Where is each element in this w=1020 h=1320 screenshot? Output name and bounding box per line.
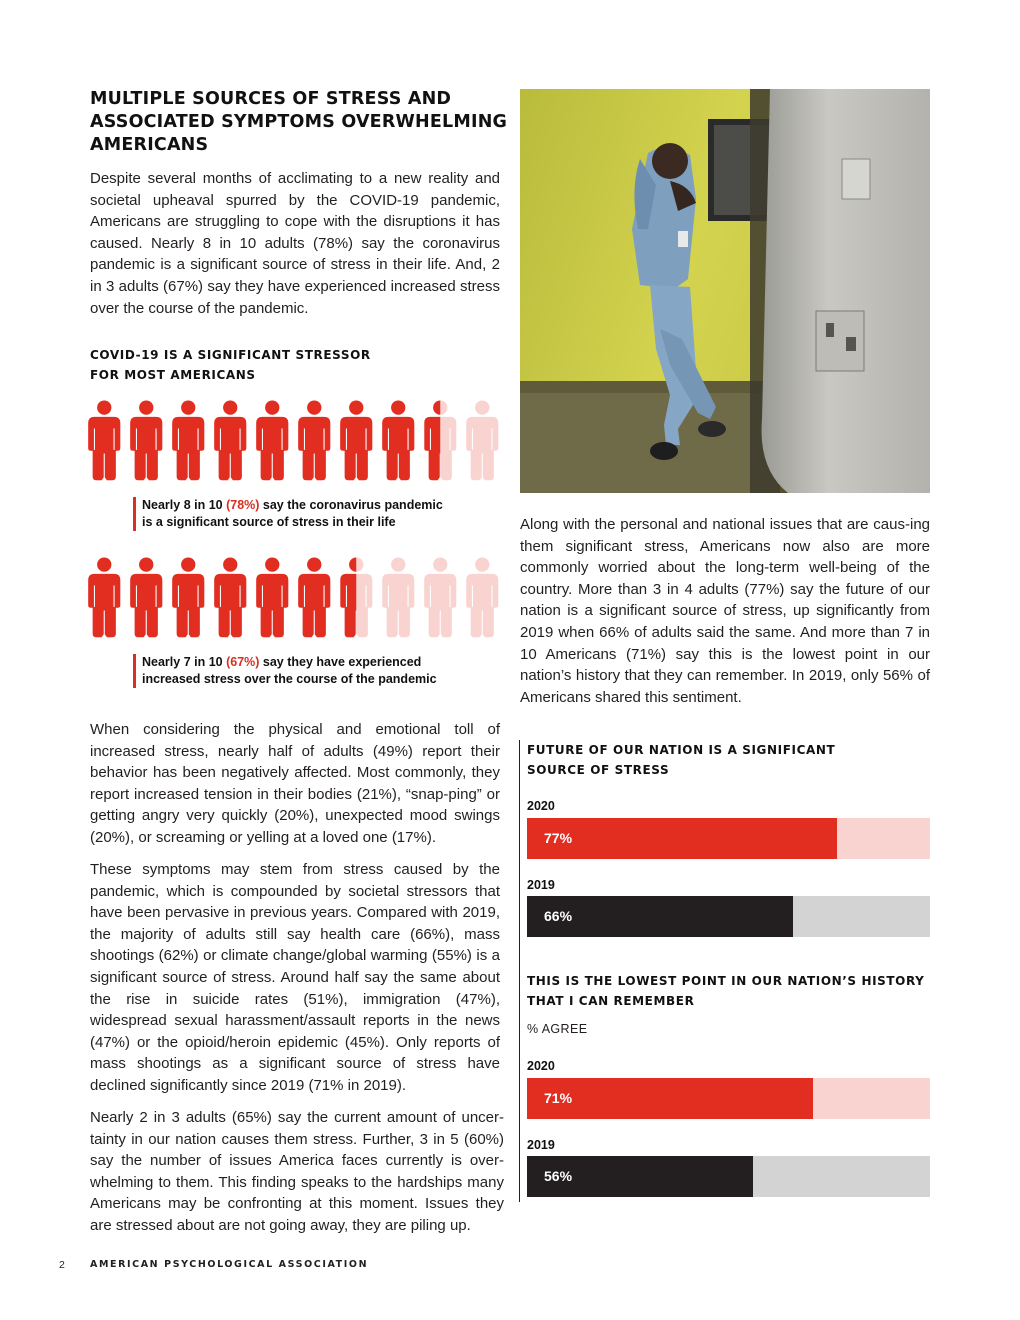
person-icon (340, 400, 373, 482)
person-icon (298, 400, 331, 482)
future-2020-year-label: 2020 (527, 799, 555, 813)
lowest-point-chart-title (527, 971, 927, 1011)
healthcare-worker-photo (520, 89, 930, 493)
future-2020-value-label: 77% (544, 830, 573, 846)
lowest-point-chart-title-line1: THIS IS THE LOWEST POINT IN OUR NATION’S HISTORY (527, 974, 925, 988)
covid-figure-title-line1: COVID-19 IS A SIGNIFICANT STRESSOR (90, 348, 371, 362)
future-2019-value-label: 66% (544, 908, 573, 924)
future-chart-title-line2: SOURCE OF STRESS (527, 763, 670, 777)
person-icon (172, 557, 205, 639)
callout-67-pre: Nearly 7 in 10 (142, 655, 227, 669)
lowest-point-chart-title-line2: THAT I CAN REMEMBER (527, 994, 695, 1008)
person-icon (466, 557, 499, 639)
nation-paragraph: Along with the personal and national issues that are caus-ing them significant stress, Americans now also are more commonly worried about the long-term well-being of the country. More than 3 in 4 adults (77%) say the future of our nation is a significant source of stress, up significantly from 2019 when 66% of adults said the same. And more than 7 in 10 Americans (71%) say this is the lowest point in our nation’s history that they can remember. In 2019, only 56% of Americans shared this sentiment. (520, 516, 930, 706)
symptoms-paragraph: These symptoms may stem from stress caused by the pandemic, which is compounded by societal stressors that have been pervasive in previous years. Compared with 2019, the majority of adults still say health care (66%), mass shootings (62%) or climate change/global warming (55%) is a significant source of stress. Around half say the same about the rise in suicide rates (51%), immigration (47%), widespread sexual harassment/assault reports in the news (47%) or the opioid/heroin epidemic (45%). Only reports of mass shootings as a significant source of stress have declined significantly since 2019 (71% in 2019). (90, 861, 500, 1094)
person-icon (172, 400, 205, 482)
callout-67-line2: increased stress over the course of the pandemic (142, 672, 437, 686)
future-2020-bar (527, 818, 837, 859)
person-icon (298, 557, 331, 639)
lowest-2020-bar-track (527, 1078, 930, 1119)
toll-paragraph: When considering the physical and emotional toll of increased stress, nearly half of adults (49%) report their behavior has been negatively affected. Most commonly, they report increased tension in their bodies (21%), “snap-ping” or getting angry very quickly (20%), unexpected mood swings (20%), or screaming or yelling at a loved one (17%). (90, 721, 500, 846)
lowest-2019-year-label: 2019 (527, 1138, 555, 1152)
lowest-2019-bar-track (527, 1156, 930, 1197)
person-icon (130, 557, 163, 639)
lowest-2020-year-label: 2020 (527, 1059, 555, 1073)
person-icon (424, 557, 457, 639)
intro-paragraph: Despite several months of acclimating to a new reality and societal upheaval spurred by the COVID-19 pandemic, Americans are struggling to cope with the disruptions it has caused. Nearly 8 in 10 adults (78%) say the coronavirus pandemic is a significant source of stress in their life. And, 2 in 3 adults (67%) say they have experienced increased stress over the course of the pandemic. (90, 170, 500, 317)
person-icon (214, 400, 247, 482)
person-icon (382, 557, 415, 639)
person-icon (88, 557, 121, 639)
person-icon (130, 400, 163, 482)
covid-figure-title-line2: FOR MOST AMERICANS (90, 368, 256, 382)
person-icon (88, 400, 121, 482)
future-2019-year-label: 2019 (527, 878, 555, 892)
person-icon (256, 400, 289, 482)
future-2020-bar-track (527, 818, 930, 859)
person-icon (256, 557, 289, 639)
lowest-2019-value-label: 56% (544, 1168, 573, 1184)
footer-organization: AMERICAN PSYCHOLOGICAL ASSOCIATION (90, 1259, 369, 1270)
person-icon (340, 557, 373, 639)
people-row-67 (88, 557, 499, 639)
person-icon (466, 400, 499, 482)
chart-divider (519, 740, 520, 1202)
page-number: 2 (59, 1259, 65, 1271)
future-chart-title (527, 740, 867, 780)
future-chart-title-line1: FUTURE OF OUR NATION IS A SIGNIFICANT (527, 743, 836, 757)
person-icon (382, 400, 415, 482)
callout-78-pre: Nearly 8 in 10 (142, 498, 227, 512)
callout-78-line2: is a significant source of stress in their life (142, 515, 396, 529)
callout-67-pct: (67%) (226, 655, 260, 669)
agree-subtitle: % AGREE (527, 1022, 588, 1036)
people-row-78 (88, 400, 499, 482)
page-heading: MULTIPLE SOURCES OF STRESS AND ASSOCIATED SYMPTOMS OVERWHELMING AMERICANS (90, 89, 508, 155)
callout-78-post: say the coronavirus pandemic (259, 498, 443, 512)
covid-figure-title (90, 345, 410, 385)
callout-67 (133, 654, 473, 688)
callout-78 (133, 497, 473, 531)
callout-67-post: say they have experienced (259, 655, 422, 669)
person-icon (424, 400, 457, 482)
future-2019-bar-track (527, 896, 930, 937)
callout-78-pct: (78%) (226, 498, 260, 512)
uncertainty-paragraph: Nearly 2 in 3 adults (65%) say the current amount of uncer-tainty in our nation causes them stress. Further, 3 in 5 (60%) say the number of issues America faces currently is over-whelming to them. This finding speaks to the hardships many Americans may be confronting at this moment. Issues they are stressed about are not going away, they are piling up. (90, 1109, 504, 1234)
lowest-2020-value-label: 71% (544, 1090, 573, 1106)
person-icon (214, 557, 247, 639)
